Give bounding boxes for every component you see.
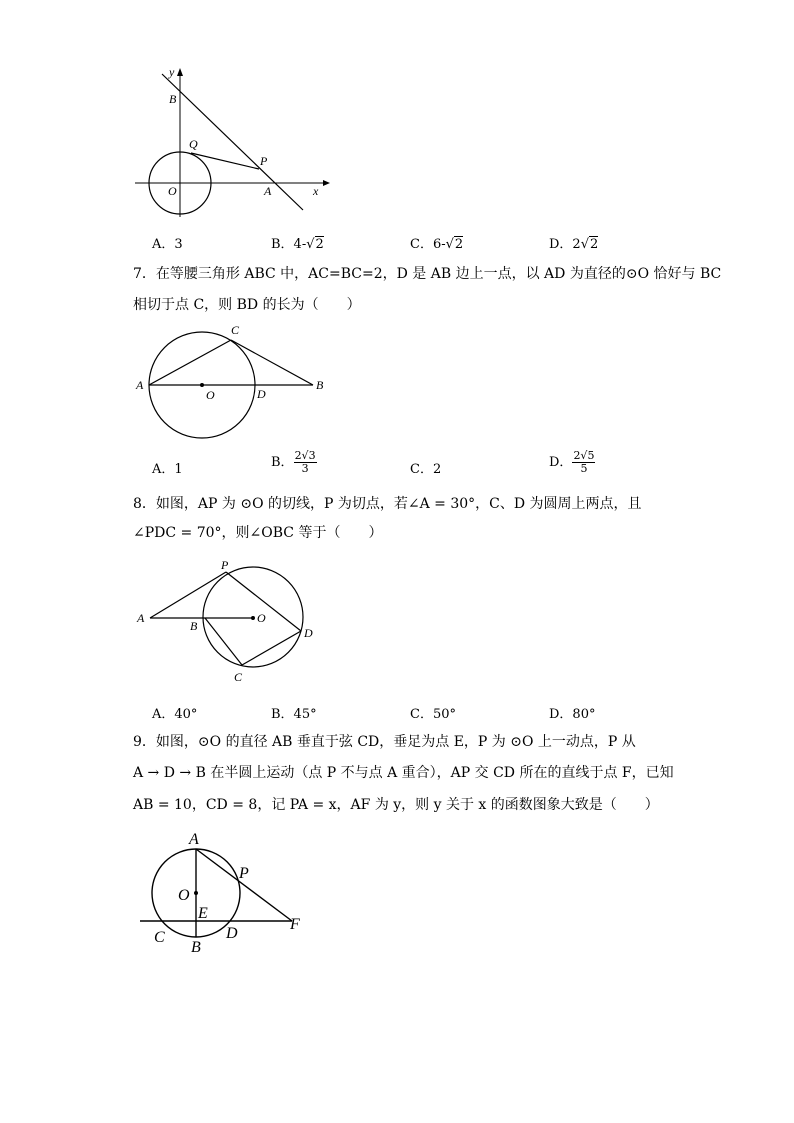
q6-figure xyxy=(125,62,340,222)
q6-label-x: x xyxy=(313,184,319,198)
q8-option-b[interactable]: B．45° xyxy=(271,707,317,722)
q8-center-dot xyxy=(251,616,255,620)
q9-stem-line3: AB = 10，CD = 8，记 PA = x，AF 为 y，则 y 关于 x 的函数图象大致是（ ） xyxy=(133,797,659,813)
q6-x-arrow xyxy=(323,180,330,186)
q6-y-arrow xyxy=(177,68,183,76)
q9-label-o: O xyxy=(178,887,190,904)
q8-option-a[interactable]: A．40° xyxy=(152,707,198,722)
q6-label-q: Q xyxy=(189,137,198,151)
q9-stem-line2: A → D → B 在半圆上运动（点 P 不与点 A 重合），AP 交 CD 所在的直线于点 F，已知 xyxy=(133,765,674,781)
q8-figure xyxy=(130,558,330,688)
q9-label-a: A xyxy=(189,831,199,848)
q8-tangent-ap xyxy=(150,572,226,618)
q6-label-o: O xyxy=(168,184,177,198)
q9-center-dot xyxy=(194,891,198,895)
q7-label-o: O xyxy=(206,388,215,402)
q9-label-e: E xyxy=(198,905,208,922)
q7-option-b[interactable]: B． $\frac{2√3}{3}$ xyxy=(271,449,316,475)
q7-label-c: C xyxy=(231,323,240,337)
q9-figure xyxy=(135,826,315,961)
q7-option-d[interactable]: D． $\frac{2√5}{5}$ xyxy=(549,449,595,475)
q7-label-b: B xyxy=(316,378,324,392)
q6-option-d[interactable]: D．2√2 xyxy=(549,237,599,252)
q9-label-c: C xyxy=(154,929,165,946)
q6-line-ab xyxy=(162,74,303,210)
q8-stem-line1: 8．如图，AP 为 ⊙O 的切线，P 为切点，若∠A = 30°，C、D 为圆周上两点，且 xyxy=(133,496,642,512)
q8-label-c: C xyxy=(234,670,243,684)
q7-stem-line1: 7．在等腰三角形 ABC 中，AC=BC=2，D 是 AB 边上一点，以 AD 为直径的⊙O 恰好与 BC xyxy=(133,266,722,282)
q7-stem-line2: 相切于点 C，则 BD 的长为（ ） xyxy=(133,297,361,313)
q7-label-a: A xyxy=(136,378,144,392)
q6-label-b: B xyxy=(169,92,177,106)
q8-label-a: A xyxy=(137,611,145,625)
q6-label-y: y xyxy=(169,65,175,79)
q8-stem-line2: ∠PDC = 70°，则∠OBC 等于（ ） xyxy=(133,525,383,541)
q6-label-a: A xyxy=(264,184,272,198)
q7-label-d: D xyxy=(257,387,266,401)
q8-label-o: O xyxy=(257,611,266,625)
q7-center-dot xyxy=(200,383,204,387)
q7-segment-ac xyxy=(149,340,231,385)
q9-stem-line1: 9．如图，⊙O 的直径 AB 垂直于弦 CD，垂足为点 E，P 为 ⊙O 上一动点，P 从 xyxy=(133,734,636,750)
q8-label-d: D xyxy=(304,626,313,640)
q7-option-c[interactable]: C．2 xyxy=(410,462,442,477)
q9-label-b: B xyxy=(191,939,201,956)
q9-label-p: P xyxy=(239,865,249,882)
q8-label-b: B xyxy=(190,619,198,633)
q7-segment-cb xyxy=(231,340,313,385)
q6-option-b[interactable]: B．4-√2 xyxy=(271,237,324,252)
q8-option-c[interactable]: C．50° xyxy=(410,707,456,722)
q6-option-c[interactable]: C．6-√2 xyxy=(410,237,464,252)
q7-figure xyxy=(130,318,330,443)
q6-label-p: P xyxy=(260,154,268,168)
q7-option-a[interactable]: A．1 xyxy=(152,462,183,477)
q9-label-d: D xyxy=(226,925,238,942)
q8-option-d[interactable]: D．80° xyxy=(549,707,596,722)
q6-option-a[interactable]: A．3 xyxy=(152,237,183,252)
q8-label-p: P xyxy=(221,558,229,572)
q9-segment-af xyxy=(196,849,292,921)
q9-label-f: F xyxy=(290,916,300,933)
